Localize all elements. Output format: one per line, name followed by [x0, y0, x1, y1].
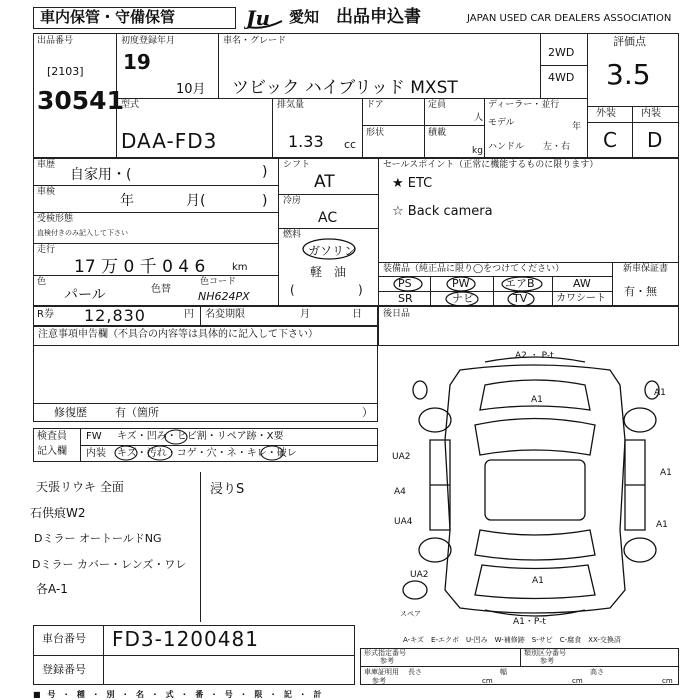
type-value: DAA-FD3: [121, 129, 218, 153]
recycle-label: R券: [37, 309, 54, 320]
recycle-yen: 円: [184, 309, 194, 320]
equipment-tv: TV: [513, 292, 528, 305]
length-label: 長さ: [408, 668, 422, 676]
inspector-comment: Dミラー カバー・レンズ・ワレ: [32, 558, 187, 571]
inspector-circles: [110, 428, 300, 462]
sales-points-label: セールスポイント（正常に機能するものに限ります）: [383, 160, 599, 170]
displacement-label: 排気量: [277, 100, 305, 110]
damage-mark: UA2: [392, 452, 411, 462]
seats-unit: 人: [474, 113, 484, 123]
inspection-year: 年: [120, 193, 134, 209]
mileage-value: 17 万 0 千 0 4 6: [74, 257, 206, 277]
ju-logo-mark: [244, 6, 286, 30]
form-number-label: 形式指定番号: [364, 649, 406, 657]
history-label: 車歴: [37, 160, 56, 170]
inspector-comment: 各A-1: [36, 582, 68, 596]
notes-label: 注意事項申告欄（不具合の内容等は具体的に記入して下さい）: [38, 329, 318, 340]
grade-interior: D: [647, 128, 663, 152]
repair-value: 有（箇所: [115, 406, 159, 419]
color-label: 色: [37, 277, 47, 287]
handle-label: ハンドル: [488, 142, 525, 152]
damage-mark: A4: [394, 487, 406, 497]
damage-mark: A1: [654, 388, 666, 398]
registration-label: 初度登録年月: [121, 36, 176, 46]
fuel-paren-open: (: [290, 283, 295, 297]
history-close: ): [262, 164, 268, 180]
repair-close: ）: [362, 406, 373, 419]
lot-bracket-code: [2103]: [47, 65, 84, 78]
recycle-value: 12,830: [84, 306, 146, 325]
handle-value: 左・右: [543, 142, 571, 152]
post-sale-label: 後日品: [383, 309, 411, 319]
shift-value: AT: [314, 172, 335, 192]
registration-year: 19: [123, 50, 151, 74]
equipment-sr: SR: [398, 292, 413, 305]
storage-label: 車内保管・守備保管: [40, 8, 176, 26]
lot-number: 30541: [37, 86, 124, 115]
damage-legend: A-キズ E-エクボ U-凹み W-補修跡 S-サビ C-腐食 XX-交換済: [403, 636, 621, 644]
load-unit: kg: [472, 146, 483, 156]
drive-4wd: 4WD: [548, 71, 575, 84]
height-unit: cm: [662, 677, 673, 685]
drive-2wd: 2WD: [548, 46, 575, 59]
garage-cert-label: 車庫証明用: [364, 668, 399, 676]
width-unit: cm: [572, 677, 583, 685]
org-name: 愛知: [289, 8, 320, 26]
shift-label: シフト: [283, 160, 311, 170]
spare-label: スペア: [400, 610, 421, 618]
inspector-interior-label: 内装: [86, 448, 106, 459]
document-title: 出品申込書: [336, 7, 421, 27]
reg-number-label: 登録番号: [42, 663, 86, 676]
equipment-label: 装備品（純正品に限り◯をつけてください）: [383, 264, 565, 274]
damage-mark: A1・P-t: [513, 617, 546, 627]
load-label: 積載: [428, 128, 447, 138]
equipment-power-seat: カワシート: [556, 293, 606, 304]
damage-mark: UA4: [394, 517, 413, 527]
sales-point-item: ★ ETC: [392, 176, 433, 191]
car-damage-diagram: [390, 340, 680, 630]
category-number-ref: 参考: [540, 657, 554, 665]
inspector-label-1: 検査員: [37, 431, 67, 442]
model-value: ツビック ハイブリッド MXST: [232, 78, 458, 98]
equipment-pw: PW: [452, 277, 470, 290]
lot-label: 出品番号: [37, 36, 74, 46]
footer-row: ■ 号 ・ 種 ・ 別 ・ 名 ・ 式 ・ 番 ・ 号 ・ 限 ・ 記 ・ 計: [33, 690, 324, 699]
equipment-airbag: エアB: [505, 277, 535, 290]
fuel-paren-close: ): [358, 283, 363, 297]
grade-value: 3.5: [606, 58, 651, 91]
fuel-label: 燃料: [283, 230, 302, 240]
name-change-label: 名変期限: [205, 309, 245, 320]
model-year-suffix: 年: [572, 122, 582, 132]
grade-exterior: C: [603, 128, 617, 152]
model-label: 車名・グレード: [223, 36, 287, 46]
length-unit: cm: [482, 677, 493, 685]
fuel-diesel: 軽 油: [310, 265, 347, 279]
ac-value: AC: [318, 210, 338, 226]
equipment-navi: ナビ: [452, 292, 474, 305]
grade-exterior-label: 外装: [596, 108, 616, 119]
equipment-ps: PS: [398, 277, 412, 290]
displacement-cc: cc: [344, 138, 357, 151]
doors-label: ドア: [366, 100, 384, 110]
equipment-aw: AW: [573, 277, 591, 290]
damage-mark: UA2: [410, 570, 429, 580]
height-label: 高さ: [590, 668, 604, 676]
inspector-label-2: 記入欄: [37, 446, 67, 457]
inspector-interior-items: キズ・汚れ・コゲ・穴・ネ・キレ・破レ: [117, 448, 297, 459]
displacement-value: 1.33: [288, 132, 324, 151]
shape-label: 形状: [366, 128, 385, 138]
fuel-gasoline-circle: [301, 237, 357, 261]
inspection-month: 月(: [186, 193, 206, 209]
repair-label: 修復歴: [54, 406, 87, 419]
inspector-comment: Dミラー オートールドNG: [34, 532, 162, 545]
chassis-value: FD3-1200481: [112, 627, 259, 651]
grade-interior-label: 内装: [641, 108, 661, 119]
fuel-gasoline: ガソリン: [308, 244, 357, 258]
damage-mark: A2 ・ P-t: [515, 351, 554, 361]
inspection-close: ): [262, 193, 268, 209]
form-number-ref: 参考: [380, 657, 394, 665]
equipment-circles: [378, 274, 618, 308]
mileage-unit: km: [232, 262, 248, 273]
inspector-side-note: 浸りS: [210, 482, 245, 497]
association-name: JAPAN USED CAR DEALERS ASSOCIATION: [467, 13, 672, 24]
svg-text:Ju: Ju: [246, 6, 271, 30]
ju-logo: [244, 6, 286, 30]
inspector-fw-label: FW: [86, 431, 102, 442]
name-change-day: 日: [352, 309, 362, 320]
garage-cert-ref: 参考: [372, 677, 386, 685]
chassis-label: 車台番号: [42, 632, 86, 645]
damage-mark: A1: [660, 468, 672, 478]
seats-label: 定員: [428, 100, 447, 110]
inspector-fw-items: キズ・凹み・ヒビ割・リペア跡・X要: [117, 431, 284, 442]
receive-note: 直検付きのみ記入して下さい: [37, 229, 128, 237]
damage-mark: A1: [532, 576, 544, 586]
width-label: 幅: [500, 668, 507, 676]
category-number-label: 類別区分番号: [524, 649, 566, 657]
new-car-warranty-label: 新車保証書: [623, 264, 669, 274]
color-code-label: 色コード: [200, 277, 237, 287]
inspector-comment: 天張リウキ 全面: [36, 480, 124, 494]
name-change-month: 月: [300, 309, 310, 320]
new-car-warranty-value: 有・無: [624, 285, 657, 298]
color-value: パール: [64, 287, 106, 303]
ac-label: 冷房: [283, 196, 302, 206]
history-value: 自家用・(: [70, 167, 132, 183]
damage-mark: A1: [531, 395, 543, 405]
dealer-label: ディーラー・並行: [488, 100, 560, 110]
damage-mark: A1: [656, 520, 668, 530]
inspection-label: 車検: [37, 187, 56, 197]
receive-label: 受検形態: [37, 214, 74, 224]
mileage-label: 走行: [37, 245, 56, 255]
color-code-value: NH624PX: [198, 290, 250, 303]
type-label: 型式: [121, 100, 140, 110]
sales-point-item: ☆ Back camera: [392, 204, 493, 219]
model-year-label: モデル: [488, 118, 515, 128]
color-change-label: 色替: [151, 284, 171, 295]
grade-label: 評価点: [613, 35, 646, 48]
inspector-comment: 石供痕W2: [30, 506, 86, 520]
registration-month: 10月: [176, 82, 206, 97]
